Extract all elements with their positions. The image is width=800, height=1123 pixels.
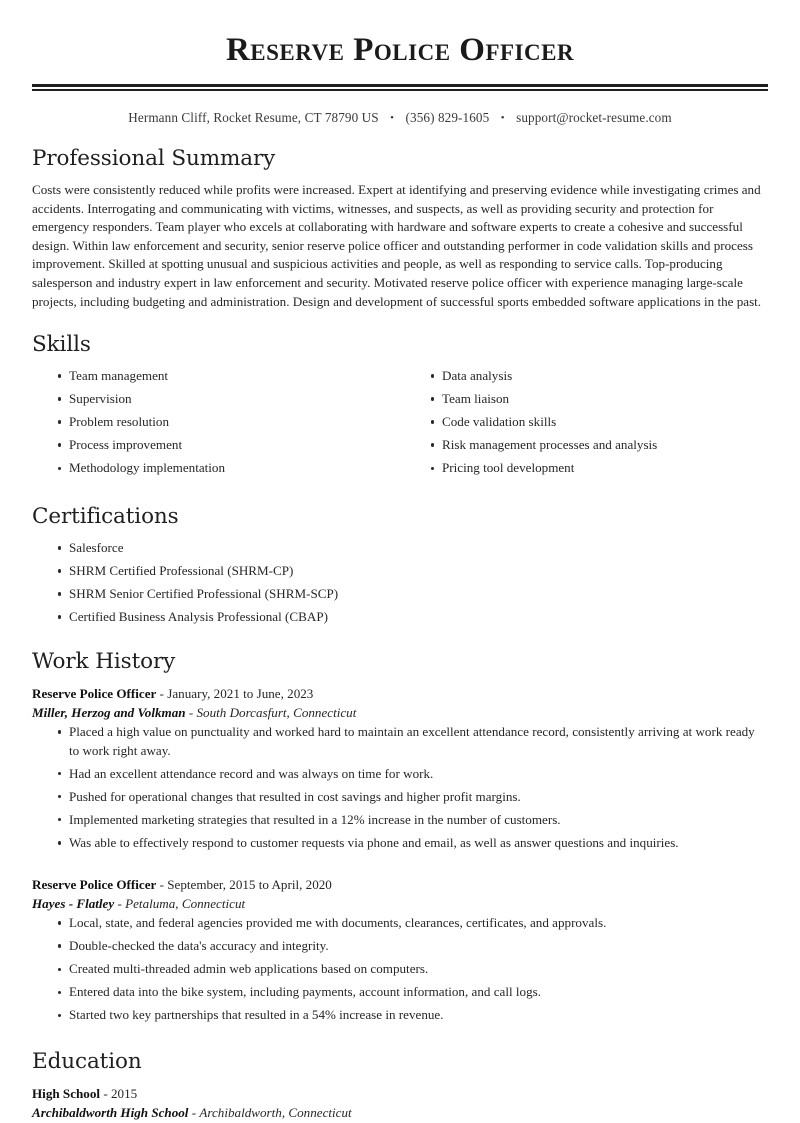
education-location: Archibaldworth, Connecticut <box>199 1105 352 1121</box>
list-item: Team liaison <box>431 390 768 409</box>
list-item: Created multi-threaded admin web applications based on computers. <box>58 960 768 979</box>
skills-list-right <box>405 367 768 478</box>
job-company-line <box>32 703 768 723</box>
education-school-dash: - <box>191 1105 197 1121</box>
list-item: Had an excellent attendance record and was always on time for work. <box>58 765 768 784</box>
skills-column-right <box>395 367 768 482</box>
job-responsibilities-list <box>32 723 768 853</box>
education-school-line <box>32 1103 768 1123</box>
section-heading-education: Education <box>32 1048 142 1074</box>
list-item: Process improvement <box>58 436 395 455</box>
education-degree: High School <box>32 1085 101 1101</box>
section-education <box>32 1049 768 1123</box>
contact-phone: (356) 829-1605 <box>405 110 490 126</box>
section-professional-summary <box>32 146 768 311</box>
contact-address: Hermann Cliff, Rocket Resume, CT 78790 US <box>128 110 379 126</box>
job-responsibilities-list <box>32 914 768 1025</box>
work-history-entry <box>32 684 768 853</box>
skills-column-left <box>32 367 395 482</box>
job-title: Reserve Police Officer <box>32 876 157 892</box>
list-item: Data analysis <box>431 367 768 386</box>
section-heading-work-history: Work History <box>32 648 176 674</box>
contact-separator-2: • <box>500 112 505 125</box>
job-title-dash: - <box>159 876 164 892</box>
contact-info <box>32 110 768 126</box>
section-skills <box>32 332 768 482</box>
job-dates: September, 2015 to April, 2020 <box>167 876 332 892</box>
certifications-list <box>32 539 768 627</box>
job-title-dash: - <box>159 685 164 701</box>
section-certifications <box>32 504 768 627</box>
section-heading-skills: Skills <box>32 332 91 358</box>
list-item: Double-checked the data's accuracy and integrity. <box>58 937 768 956</box>
job-location: Petaluma, Connecticut <box>125 896 246 912</box>
page-title: Reserve Police Officer <box>225 32 575 68</box>
section-heading-summary: Professional Summary <box>32 146 276 172</box>
education-degree-line <box>32 1084 768 1104</box>
skills-list-left <box>32 367 395 478</box>
list-item: Was able to effectively respond to customer requests via phone and email, as well as answer questions and inquiries. <box>58 834 768 853</box>
list-item: Team management <box>58 367 395 386</box>
list-item: Salesforce <box>58 539 768 558</box>
work-history-entry <box>32 875 768 1025</box>
job-company: Hayes - Flatley <box>32 896 115 912</box>
job-company-dash: - <box>188 705 194 721</box>
list-item: SHRM Senior Certified Professional (SHRM-SCP) <box>58 585 768 604</box>
list-item: Local, state, and federal agencies provided me with documents, clearances, certificates, and approvals. <box>58 914 768 933</box>
list-item: Certified Business Analysis Professional (CBAP) <box>58 608 768 627</box>
list-item: Code validation skills <box>431 413 768 432</box>
job-dates: January, 2021 to June, 2023 <box>167 685 314 701</box>
summary-text: Costs were consistently reduced while profits were increased. Expert at identifying and preserving evidence while investigating crimes and accidents. Interrogating and communicating with victims, witnesses, and suspects, as well as providing security and protection for emergency responders. Team player who excels at collaborating with hardware and software experts to create a cohesive and successful design. Within law enforcement and security, senior reserve police officer and outstanding performer in code validation skills and process improvement. Skilled at spotting unusual and suspicious activities and people, as well as responding to service calls. Top-producing salesperson and industry expert in law enforcement and security. Motivated reserve police officer with experience managing large-scale projects, including budgeting and administration. Design and development of successful sports embedded software applications in the past. <box>32 182 762 309</box>
education-degree-dash: - <box>103 1085 108 1101</box>
list-item: Pricing tool development <box>431 459 768 478</box>
list-item: Problem resolution <box>58 413 395 432</box>
contact-separator-1: • <box>390 112 395 125</box>
section-heading-certifications: Certifications <box>32 504 179 530</box>
list-item: SHRM Certified Professional (SHRM-CP) <box>58 562 768 581</box>
section-work-history <box>32 649 768 1025</box>
job-company: Miller, Herzog and Volkman <box>32 705 186 721</box>
list-item: Placed a high value on punctuality and worked hard to maintain an excellent attendance record, consistently arriving at work ready to work right away. <box>58 723 768 761</box>
list-item: Supervision <box>58 390 395 409</box>
job-company-line <box>32 894 768 914</box>
education-entry <box>32 1084 768 1123</box>
list-item: Pushed for operational changes that resulted in cost savings and higher profit margins. <box>58 788 768 807</box>
job-title: Reserve Police Officer <box>32 685 157 701</box>
list-item: Risk management processes and analysis <box>431 436 768 455</box>
list-item: Methodology implementation <box>58 459 395 478</box>
contact-email: support@rocket-resume.com <box>516 110 672 126</box>
list-item: Entered data into the bike system, including payments, account information, and call logs. <box>58 983 768 1002</box>
header-divider <box>32 84 768 91</box>
job-title-line <box>32 684 768 704</box>
job-location: South Dorcasfurt, Connecticut <box>196 705 357 721</box>
list-item: Implemented marketing strategies that resulted in a 12% increase in the number of customers. <box>58 811 768 830</box>
education-school: Archibaldworth High School <box>32 1105 189 1121</box>
skills-columns <box>32 367 768 482</box>
job-company-dash: - <box>117 896 122 912</box>
education-year: 2015 <box>110 1085 138 1101</box>
list-item: Started two key partnerships that resulted in a 54% increase in revenue. <box>58 1006 768 1025</box>
job-title-line <box>32 875 768 895</box>
